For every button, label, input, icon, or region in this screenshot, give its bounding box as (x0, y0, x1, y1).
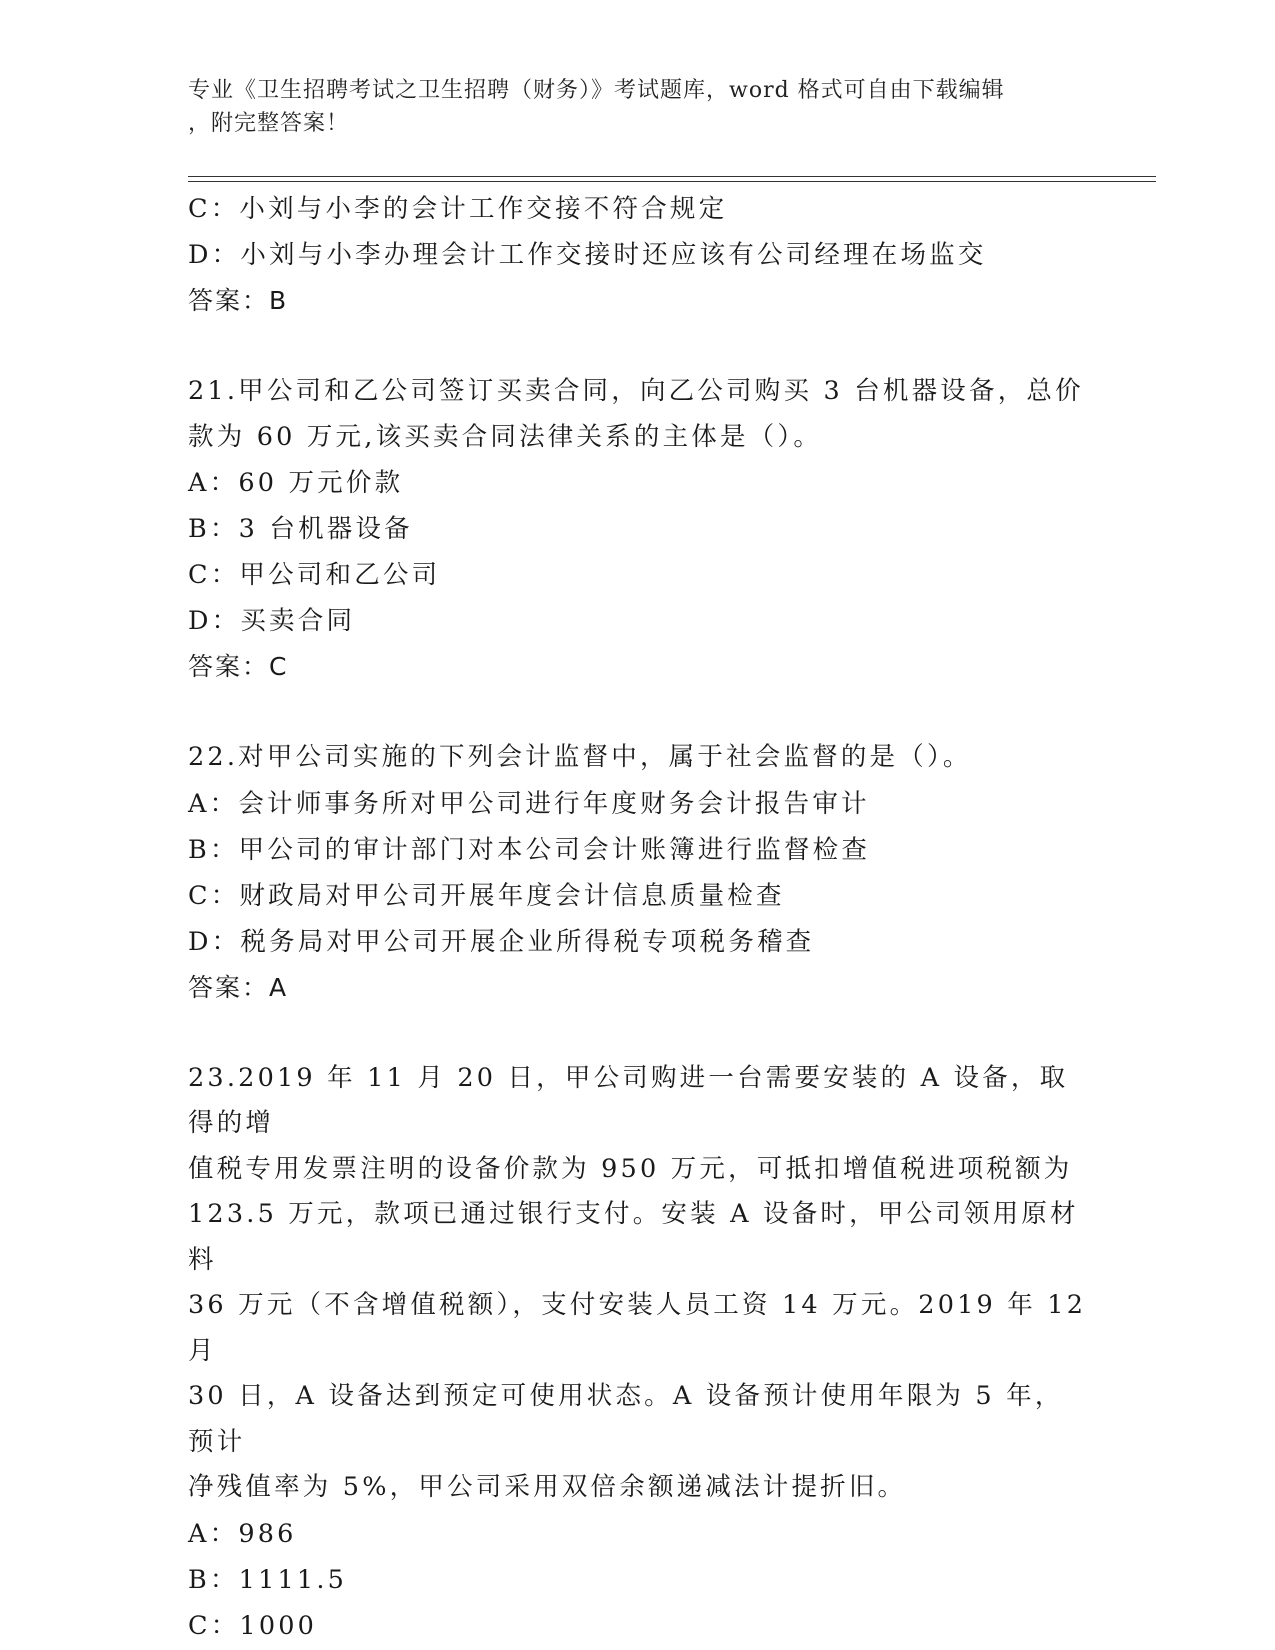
question-stem-line: 净残值率为 5%，甲公司采用双倍余额递减法计提折旧。 (188, 1472, 907, 1502)
question-stem-line: 22.对甲公司实施的下列会计监督中，属于社会监督的是（）。 (188, 742, 972, 772)
header-line-2: ，附完整答案！ (188, 111, 350, 136)
question-gap (188, 324, 1088, 369)
header-line-1: 专业《卫生招聘考试之卫生招聘（财务）》考试题库，word 格式可自由下载编辑 (188, 78, 1005, 103)
option-a: A：会计师事务所对甲公司进行年度财务会计报告审计 (188, 788, 870, 819)
option-c: C：1000 (188, 1610, 318, 1641)
question-stem-line: 23.2019 年 11 月 20 日，甲公司购进一台需要安装的 A 设备，取得的增 (188, 1062, 1069, 1138)
answer-line: 答案：C (188, 652, 289, 681)
question-content (188, 186, 1088, 1649)
page-header (188, 74, 1068, 140)
question-gap (188, 1011, 1088, 1056)
option-a: A：60 万元价款 (188, 468, 404, 498)
answer-line: 答案：B (188, 286, 289, 315)
question-stem-line: 30 日，A 设备达到预定可使用状态。A 设备预计使用年限为 5 年，预计 (188, 1381, 1064, 1457)
answer-line: 答案：A (188, 972, 289, 1002)
question-stem-line: 123.5 万元，款项已通过银行支付。安装 A 设备时，甲公司领用原材料 (188, 1199, 1079, 1275)
option-b: B：甲公司的审计部门对本公司会计账簿进行监督检查 (188, 834, 871, 865)
option-d: D：买卖合同 (188, 606, 356, 636)
option-a: A：986 (188, 1518, 297, 1549)
option-b: B：3 台机器设备 (188, 514, 413, 544)
option-c: C：财政局对甲公司开展年度会计信息质量检查 (188, 880, 785, 911)
question-stem-line: 款为 60 万元,该买卖合同法律关系的主体是（）。 (188, 421, 823, 452)
question-22 (188, 735, 1088, 1011)
header-divider-bottom (188, 181, 1156, 182)
question-stem-line: 值税专用发票注明的设备价款为 950 万元，可抵扣增值税进项税额为 (188, 1153, 1073, 1184)
question-stem-line: 36 万元（不含增值税额），支付安装人员工资 14 万元。2019 年 12 月 (188, 1290, 1087, 1366)
header-divider-top (188, 176, 1156, 177)
question-23 (188, 1056, 1088, 1649)
question-stem-line: 21.甲公司和乙公司签订买卖合同，向乙公司购买 3 台机器设备，总价 (188, 376, 1084, 406)
option-c: C：甲公司和乙公司 (188, 560, 441, 590)
option-d: D：小刘与小李办理会计工作交接时还应该有公司经理在场监交 (188, 240, 987, 270)
option-d: D：税务局对甲公司开展企业所得税专项税务稽查 (188, 926, 815, 957)
option-b: B：1111.5 (188, 1564, 348, 1595)
question-21 (188, 369, 1088, 690)
option-c: C：小刘与小李的会计工作交接不符合规定 (188, 194, 728, 224)
question-gap (188, 690, 1088, 735)
